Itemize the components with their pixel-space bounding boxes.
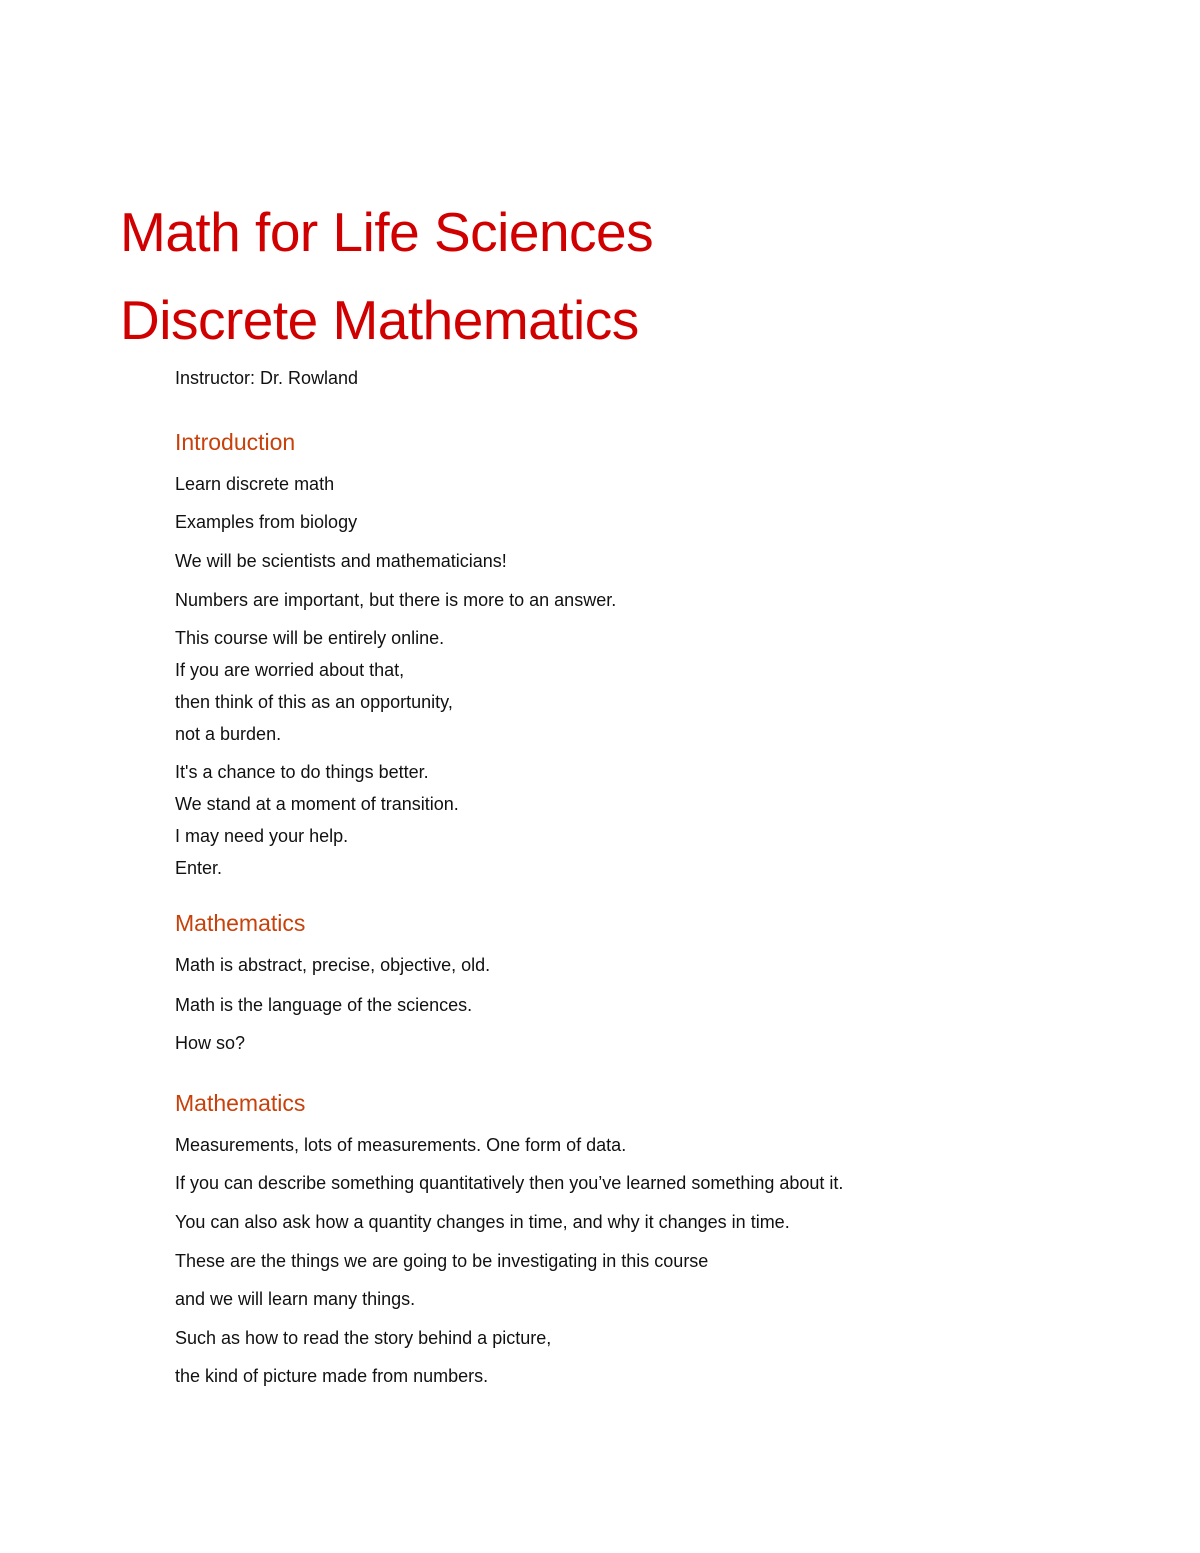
paragraph-line: and we will learn many things. bbox=[175, 1289, 416, 1309]
paragraph-line: It's a chance to do things better. bbox=[175, 762, 429, 782]
paragraph-line: Examples from biology bbox=[175, 512, 358, 532]
paragraph-line: How so? bbox=[175, 1033, 246, 1053]
paragraph-line: not a burden. bbox=[175, 724, 282, 744]
paragraph-line: Measurements, lots of measurements. One form of data. bbox=[175, 1135, 627, 1155]
paragraph-line: We will be scientists and mathematicians! bbox=[175, 551, 507, 571]
paragraph-line: This course will be entirely online. bbox=[175, 628, 445, 648]
paragraph-line: I may need your help. bbox=[175, 826, 349, 846]
section-heading-introduction: Introduction bbox=[175, 429, 296, 455]
paragraph-line: Math is abstract, precise, objective, old. bbox=[175, 955, 491, 975]
paragraph-line: the kind of picture made from numbers. bbox=[175, 1366, 489, 1386]
paragraph-line: Enter. bbox=[175, 858, 223, 878]
section-heading-mathematics: Mathematics bbox=[175, 910, 306, 936]
paragraph-line: Math is the language of the sciences. bbox=[175, 995, 473, 1015]
paragraph-line: then think of this as an opportunity, bbox=[175, 692, 453, 712]
paragraph-line: Learn discrete math bbox=[175, 474, 335, 494]
paragraph-line: We stand at a moment of transition. bbox=[175, 794, 459, 814]
title-line-1: Math for Life Sciences bbox=[120, 201, 654, 263]
document-body bbox=[175, 366, 1075, 1388]
paragraph-line: You can also ask how a quantity changes in time, and why it changes in time. bbox=[175, 1212, 790, 1232]
document-title bbox=[120, 188, 653, 364]
title-line-2: Discrete Mathematics bbox=[120, 289, 639, 351]
paragraph-line: If you can describe something quantitatively then you’ve learned something about it. bbox=[175, 1173, 844, 1193]
paragraph-line: Numbers are important, but there is more to an answer. bbox=[175, 590, 617, 610]
section-heading-mathematics: Mathematics bbox=[175, 1090, 306, 1116]
instructor-line: Instructor: Dr. Rowland bbox=[175, 368, 359, 388]
paragraph-line: Such as how to read the story behind a picture, bbox=[175, 1328, 552, 1348]
paragraph-line: If you are worried about that, bbox=[175, 660, 405, 680]
paragraph-line: These are the things we are going to be investigating in this course bbox=[175, 1251, 709, 1271]
